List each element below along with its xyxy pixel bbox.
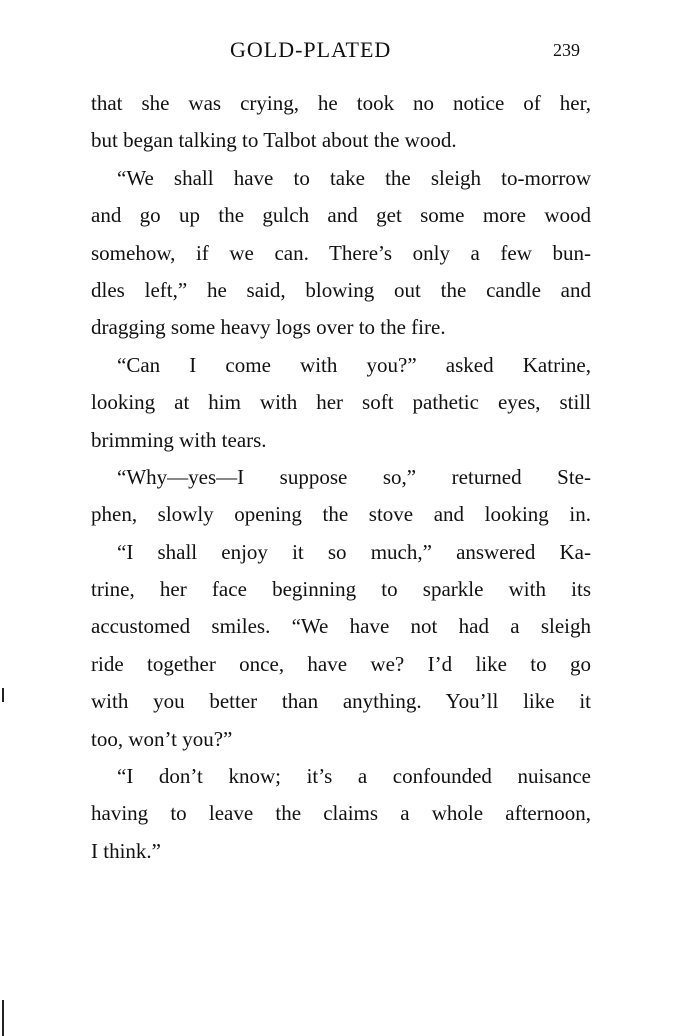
text-line: dragging some heavy logs over to the fire. — [91, 315, 446, 340]
text-line: “We shall have to take the sleigh to-morrow — [117, 165, 591, 190]
text-line: too, won’t you?” — [91, 726, 233, 751]
text-line: “I don’t know; it’s a confounded nuisance — [117, 764, 591, 789]
text-line: that she was crying, he took no notice of her, — [91, 91, 591, 115]
scan-margin-mark — [2, 688, 4, 702]
text-line: phen, slowly opening the stove and looking in. — [91, 502, 591, 527]
text-line: looking at him with her soft pathetic eyes, still — [91, 390, 591, 415]
text-line: with you better than anything. You’ll like it — [91, 689, 591, 714]
text-line: and go up the gulch and get some more wood — [91, 203, 591, 228]
text-line: dles left,” he said, blowing out the candle and — [91, 277, 591, 302]
text-line: “Why—yes—I suppose so,” returned Ste- — [117, 464, 591, 489]
running-title: GOLD-PLATED — [230, 37, 392, 62]
text-line: brimming with tears. — [91, 427, 267, 452]
body-text — [91, 85, 591, 870]
text-line: but began talking to Talbot about the wood. — [91, 128, 457, 153]
text-line: trine, her face beginning to sparkle with its — [91, 577, 591, 602]
text-line: “Can I come with you?” asked Katrine, — [117, 352, 591, 377]
text-line: I think.” — [91, 838, 161, 863]
text-line: somehow, if we can. There’s only a few bun- — [91, 240, 591, 265]
text-line: having to leave the claims a whole afternoon, — [91, 801, 591, 826]
text-line: “I shall enjoy it so much,” answered Ka- — [117, 539, 591, 564]
scan-margin-mark — [2, 1000, 4, 1036]
text-line: ride together once, have we? I’d like to go — [91, 651, 591, 676]
text-line: accustomed smiles. “We have not had a sleigh — [91, 614, 591, 639]
page-number: 239 — [553, 40, 580, 60]
